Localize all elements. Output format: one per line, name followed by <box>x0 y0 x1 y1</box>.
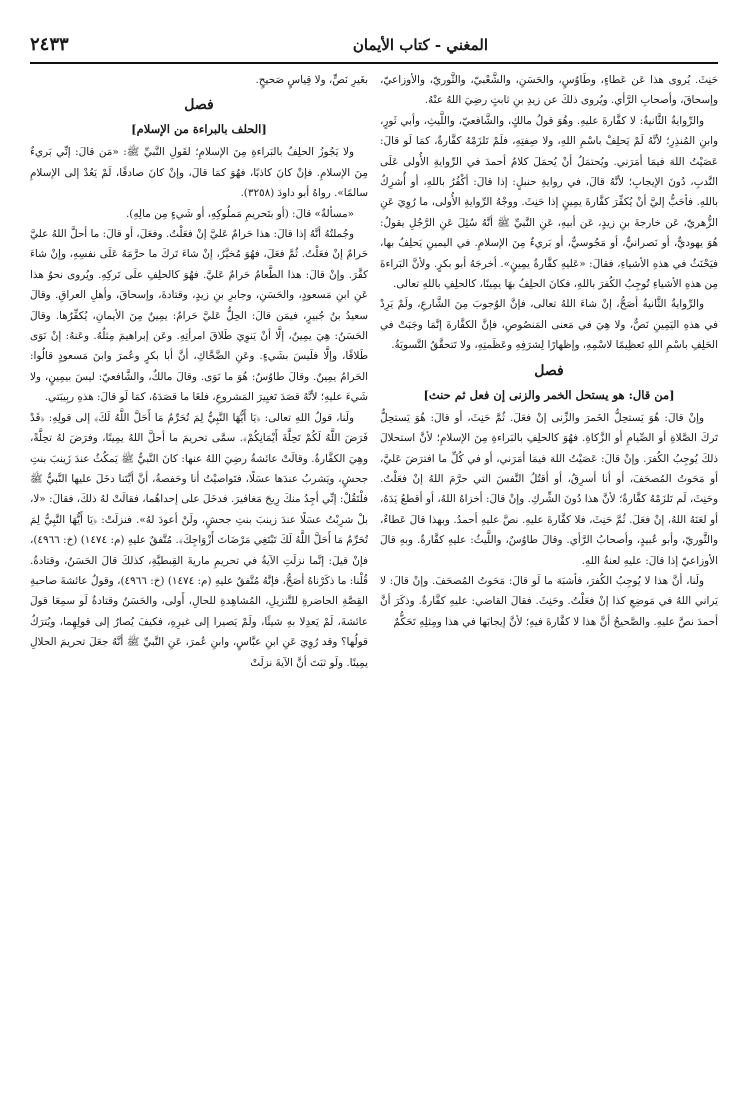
section-heading: فصل <box>534 362 564 379</box>
left-column <box>30 70 368 1080</box>
body-paragraph: والرِّوايةُ الثَّانيةُ أصَحُّ، إنْ شاءَ اللهُ تعالى، فإنَّ الوُجوبَ مِنَ الشَّارعِ، ولَمْ يَرِدْ في هذهِ اليَمِينِ نَصٌّ، ولا هِيَ في مَعنى المَنصُوصِ، فإنَّ الكفَّارةَ إنَّمَا وجَبَتْ في الحَلِفِ باسْمِ اللهِ تَعظِيمًا لاسْمِهِ، وإظهارًا لِشرَفِهِ وعَظَمتِهِ، ولا تَتحقَّقُ التَّسويَةُ. <box>380 298 718 352</box>
right-column <box>380 70 718 1080</box>
header-rule <box>30 62 718 64</box>
section-title: [الحلف بالبراءة من الإسلام] <box>131 122 267 137</box>
section-heading: فصل <box>184 97 214 114</box>
body-paragraph: وجُملتُهُ أنَّهُ إذا قالَ: هذا حَرامٌ عَليَّ إنْ فعَلْتُ. وفعَلَ، أو قالَ: ما أحلَّ اللهُ عليَّ حَرامٌ إنْ فعَلْتُ. ثُمَّ فعَلَ، فهُوَ مُخيَّرٌ، إنْ شاءَ تَركَ ما حرَّمَهُ عَلَى نفسِهِ، وإنْ شاءَ كفَّرَ. وإنْ قالَ: هذا الطَّعامُ حَرامٌ عَليَّ. فهُوَ كالحلِفِ علَى تَركِهِ. ويُروى نحوُ هذا عَنِ ابنِ مَسعودٍ، والحَسَنِ، وجابرِ بنِ زيدٍ، وقتادةَ، وإسحاقَ، وأهلِ العراقِ. وقالَ سعيدُ بنُ جُبيرٍ، فيمَن قالَ: الحِلُّ عَليَّ حَرامٌ: يمِينٌ مِنَ الأيمانِ، يُكفِّرُها. وقالَ الحَسَنُ: هِيَ يمِينٌ، إلَّا أنْ يَنوِيَ طَلاقَ امرأتِهِ. وعَن إبراهيمَ مِثلُهُ. وعَنهُ: إنْ نَوَى طَلاقًا، وإلَّا فلَيسَ بشَيءٍ. وعَنِ الضَّحَّاكِ، أنَّ أبا بكرٍ وعُمرَ وابنَ مَسعودٍ قالُوا: الحَرامُ يمِينٌ. وقالَ طاوُسٌ: هُوَ ما نَوَى. وقالَ مالكٌ، والشَّافعيّ: ليسَ بيمِينٍ، ولا شَيءَ عليهِ؛ لأنَّهُ قصَدَ تَغيِيرَ المَشروعِ، فلغَا ما قصَدَهُ، كمَا لَو قالَ: هذهِ ربِيبَتي. <box>30 228 368 404</box>
body-paragraph: حَنِثَ. يُروى هذا عَن عَطاءٍ، وطَاوُسٍ، والحَسَنِ، والشَّعْبيّ، والثَّوريّ، والأوزاعيّ، وإسحاقَ، وأصحابِ الرَّأي. ويُروى ذلكَ عن زيدِ بنِ ثابتٍ رضِيَ اللهُ عنْهُ. <box>380 74 718 107</box>
running-title: المغني - كتاب الأيمان <box>352 36 488 54</box>
page-header <box>30 34 718 60</box>
body-paragraph: وإنْ قالَ: هُوَ يَستحِلُّ الخَمرَ والزِّنى إنْ فعَلَ. ثُمَّ حَنِثَ، أو قالَ: هُوَ يَستحِلُّ تَركَ الصَّلاةِ أو الصِّيامِ أو الزَّكاةِ. فهُوَ كالحلِفِ بالبَراءةِ مِنَ الإسلامِ؛ لأنَّ استحلالَ ذلكَ يُوجِبُ الكُفرَ. وإنْ قالَ: عَصَيْتُ اللهَ فيمَا أمَرَني، أو في كُلِّ ما افترَضَ عَليَّ، أو مَحَوتُ المُصحَفَ، أو أنا أسرِقُ، أو أقتُلُ النَّفسَ التي حرَّمَ اللهُ إنْ فعَلْتُ. وحَنِثَ، لَم تَلزَمْهُ كفَّارةٌ؛ لأنَّ هذا دُونَ الشِّركِ. وإنْ قالَ: أخزاهُ اللهُ، أو أقطعُ يَدَهُ، أو لعَنَهُ اللهُ، إنْ فعَلَ. ثُمَّ حَنِثَ، فلا كفَّارةَ عليهِ. نصَّ عليهِ أحمدُ. وبهذا قالَ عَطاءٌ، والثَّوريّ، وأبو عُبيدٍ، وأصحابُ الرَّأي. وقالَ طاوُسٌ، واللَّيثُ: عليهِ كفَّارةٌ. وبهِ قالَ الأوزاعيّ إذا قالَ: عليهِ لعنةُ اللهِ. <box>380 411 718 567</box>
body-paragraph: ولَنا، قولُ اللهِ تعالى: ﴿يَا أَيُّهَا النَّبِيُّ لِمَ تُحَرِّمُ مَا أَحَلَّ اللَّهُ لَكَ﴾ إلى قولِهِ: ﴿قَدْ فَرَضَ اللَّهُ لَكُمْ تَحِلَّةَ أَيْمَانِكُمْ﴾. سمَّى تحريمَ ما أحلَّ اللهُ يمِينًا، وفرَضَ لهُ تحِلَّةً، وهِيَ الكفَّارةُ. وقالَتْ عائشةُ رضِيَ اللهُ عنها: كانَ النَّبيُّ ﷺ يَمكُثُ عندَ زَينبَ بنتِ جحشٍ، ويَشربُ عندَها عسَلًا، فتَواصيْتُ أنا وحَفصةُ، أنَّ أيَّتَنا دخَلَ عليها النَّبيُّ ﷺ فلْتَقُلْ: إنِّي أجِدُ منكَ رِيحَ مَغافيرَ. فدخَلَ على إحداهُما، فقالَتْ لهُ ذلكَ، فقالَ: «لا، بلْ شرِبْتُ عسَلًا عندَ زينبَ بنتِ جحشٍ، ولَنْ أعودَ لهُ». فنزلَتْ: ﴿يَا أَيُّهَا النَّبِيُّ لِمَ تُحَرِّمُ مَا أَحَلَّ اللَّهُ لَكَ تَبْتَغِي مَرْضَاتَ أَزْوَاجِكَ﴾. مُتَّفقٌ عليهِ (م: ١٤٧٤) (خ: ٤٩٦٦)، فإنْ قيلَ: إنَّما نزلَتِ الآيةُ في تحريمِ ماريةَ القِبطيَّةِ، كذلكَ قالَ الحَسَنُ، وقتادةُ. قُلْنا: ما ذكَرْناهُ أصَحُّ، فإنَّهُ مُتَّفقٌ عليهِ (م: ١٤٧٤) (خ: ٤٩٦٦)، وقولُ عائشةَ صاحبةِ القِصَّةِ الحاضرةِ للتَّنزيلِ، المُشاهِدةِ للحالِ، أَولى، والحَسَنُ وقتادةُ لَو سمِعَا قولَ عائشةَ، لَمْ يَعدِلا بهِ شيئًا، ولَمْ يَصيرا إلى غيرِهِ، فكيفَ يُصارُ إلى قولِهِما، ويُترَكُ قولُها؟ وقد رُوِيَ عَنِ ابنِ عبَّاسٍ، وابنِ عُمرَ، عَنِ النَّبيِّ ﷺ أنَّهُ جعَلَ تحريمَ الحلالِ يمِينًا. ولَو ثبَتَ أنَّ الآيةَ نزلَتْ <box>30 411 368 669</box>
page-number: ٢٤٣٣ <box>30 34 69 55</box>
body-paragraph: والرِّوايةُ الثَّانيةُ: لا كفَّارةَ عليهِ. وهُوَ قولُ مالكٍ، والشَّافعيّ، واللَّيثِ، وأبي ثَورٍ، وابنِ المُنذِرِ؛ لأنَّهُ لَمْ يَحلِفْ باسْمِ اللهِ، ولا صِفتِهِ، فلَمْ تَلزَمْهُ كفَّارةٌ، كمَا لَو قالَ: عَصَيْتُ اللهَ فيمَا أمَرَني. ويُحتمَلُ أنْ يُحمَلَ كلامُ أحمدَ في الرِّوايةِ الأُولى عَلَى النَّدبِ، دُونَ الإيجابِ؛ لأنَّهُ قالَ، في روايةِ حنبلٍ: إذا قالَ: أكْفُرُ باللهِ، أو أُشرِكُ باللهِ. فأحَبُّ إليَّ أنْ يُكفِّرَ كفَّارةَ يمِينٍ إذا حَنِثَ. ووجْهُ الرِّوايةِ الأُولى، ما رُوِيَ عَنِ الزُّهريّ، عَن خارجةَ بنِ زيدٍ، عَن أبيهِ، عَنِ النَّبيِّ ﷺ أنَّهُ سُئِلَ عَنِ الرَّجُلِ يقولُ: هُوَ يهوديٌّ، أو نَصرانيٌّ، أو مَجُوسيٌّ، أو بَريءٌ مِنَ الإسلامِ. في اليمينِ يَحلِفُ بها، فيَحْنَثُ في هذهِ الأشياءِ، فقالَ: «عَليهِ كفَّارةُ يمِينٍ». أخرجَهُ أبو بكرٍ. ولأنَّ البَراءةَ مِن هذهِ الأشياءِ تُوجِبُ الكُفرَ باللهِ، فكانَ الحلِفُ بهَا يمِينًا، كالحلِفِ باللهِ تعالى. <box>380 114 718 291</box>
body-paragraph: ولَنا، أنَّ هذا لا يُوجِبُ الكُفرَ، فأشبَهَ ما لَو قالَ: مَحَوتُ المُصحَفَ. وإنْ قالَ: لا يَراني اللهُ في مَوضِعِ كذا إنْ فعَلْتُ. وحَنِثَ. فقالَ القاضي: عليهِ كفَّارةٌ. وذكَرَ أنَّ أحمدَ نصَّ عليهِ. والصَّحيحُ أنَّ هذا لا كفَّارةَ فيهِ؛ لأنَّ إيجابَها في هذا ومِثلِهِ تَحَكُّمٌ <box>380 574 718 628</box>
body-paragraph: «مسألةٌ» قالَ: (أو بتَحريمِ مَملُوكِهِ، أو شَيءٍ مِن مالِهِ). <box>125 207 354 220</box>
lead-text: بغَيرِ نَصٍّ، ولا قِياسٍ صَحيحٍ. <box>255 74 368 86</box>
body-paragraph: ولا يَجُوزُ الحلِفُ بالبَراءةِ مِنَ الإسلامِ؛ لقَولِ النَّبيِّ ﷺ: «مَن قالَ: إنِّي بَريءٌ مِنَ الإسلامِ. فإنْ كانَ كاذبًا، فهُوَ كمَا قالَ، وإنْ كانَ صادقًا، لَمْ يَعُدْ إلى الإسلامِ سالمًا». رواهُ أبو داودَ (٣٢٥٨). <box>30 146 368 200</box>
section-title: [من قال: هو يستحل الخمر والزنى إن فعل ثم حنث] <box>423 387 675 402</box>
